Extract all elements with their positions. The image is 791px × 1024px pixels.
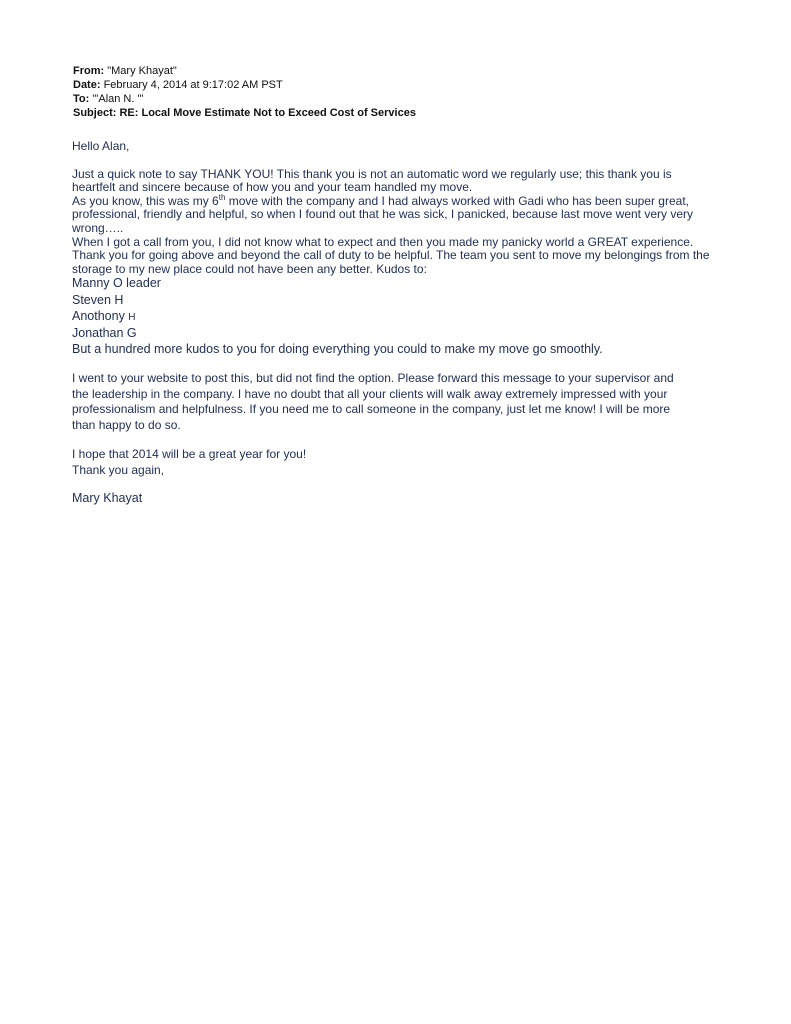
closing-line-1: I hope that 2014 will be a great year for you! <box>72 447 307 462</box>
subject-value: RE: Local Move Estimate Not to Exceed Cost of Services <box>119 107 416 119</box>
subject-label: Subject: <box>73 107 117 119</box>
history-line-1 <box>72 192 722 209</box>
history-post: move with the company and I had always worked with Gadi who has been super great, <box>225 193 689 208</box>
ordinal-superscript: th <box>218 192 226 202</box>
history-line-3: wrong….. <box>72 220 124 235</box>
thanks-line-2: heartfelt and sincere because of how you and your team handled my move. <box>72 180 473 195</box>
from-row <box>73 64 713 78</box>
closing-line-2: Thank you again, <box>72 462 165 477</box>
crew-member: Manny O leader <box>72 276 161 291</box>
to-value: "'Alan N. '" <box>92 93 144 105</box>
from-label: From: <box>73 65 105 77</box>
history-pre: As you know, this was my 6 <box>72 193 219 208</box>
history-line-2: professional, friendly and helpful, so when I found out that he was sick, I panicked, because last move went very very <box>72 207 694 222</box>
to-label: To: <box>73 93 90 105</box>
date-value: February 4, 2014 at 9:17:02 AM PST <box>103 79 283 91</box>
kudos-line: But a hundred more kudos to you for doing everything you could to make my move go smoothly. <box>72 342 603 357</box>
date-row <box>73 78 713 92</box>
request-line-3: professionalism and helpfulness. If you need me to call someone in the company, just let me know! I will be more <box>72 402 671 417</box>
experience-line-2: Thank you for going above and beyond the call of duty to be helpful. The team you sent to move my belongings from the <box>72 248 710 263</box>
crew-member: Steven H <box>72 292 124 307</box>
greeting: Hello Alan, <box>72 139 130 153</box>
request-line-1: I went to your website to post this, but did not find the option. Please forward this message to your supervisor and <box>72 370 674 385</box>
email-header <box>73 64 713 120</box>
request-line-4: than happy to do so. <box>72 418 181 433</box>
email-body <box>72 140 722 505</box>
crew-member: Jonathan G <box>72 325 137 340</box>
request-line-2: the leadership in the company. I have no doubt that all your clients will walk away extremely impressed with your <box>72 386 668 401</box>
date-label: Date: <box>73 79 101 91</box>
crew-member: Anothony H <box>72 309 136 324</box>
to-row <box>73 92 713 106</box>
subject-row <box>73 106 713 120</box>
from-value: "Mary Khayat" <box>107 65 177 77</box>
experience-line-1: When I got a call from you, I did not know what to expect and then you made my panicky world a GREAT experience. <box>72 234 694 249</box>
signature: Mary Khayat <box>72 490 143 505</box>
experience-line-3: storage to my new place could not have been any better. Kudos to: <box>72 261 427 276</box>
thanks-line-1: Just a quick note to say THANK YOU! This thank you is not an automatic word we regularly use; this thank you is <box>72 166 672 181</box>
